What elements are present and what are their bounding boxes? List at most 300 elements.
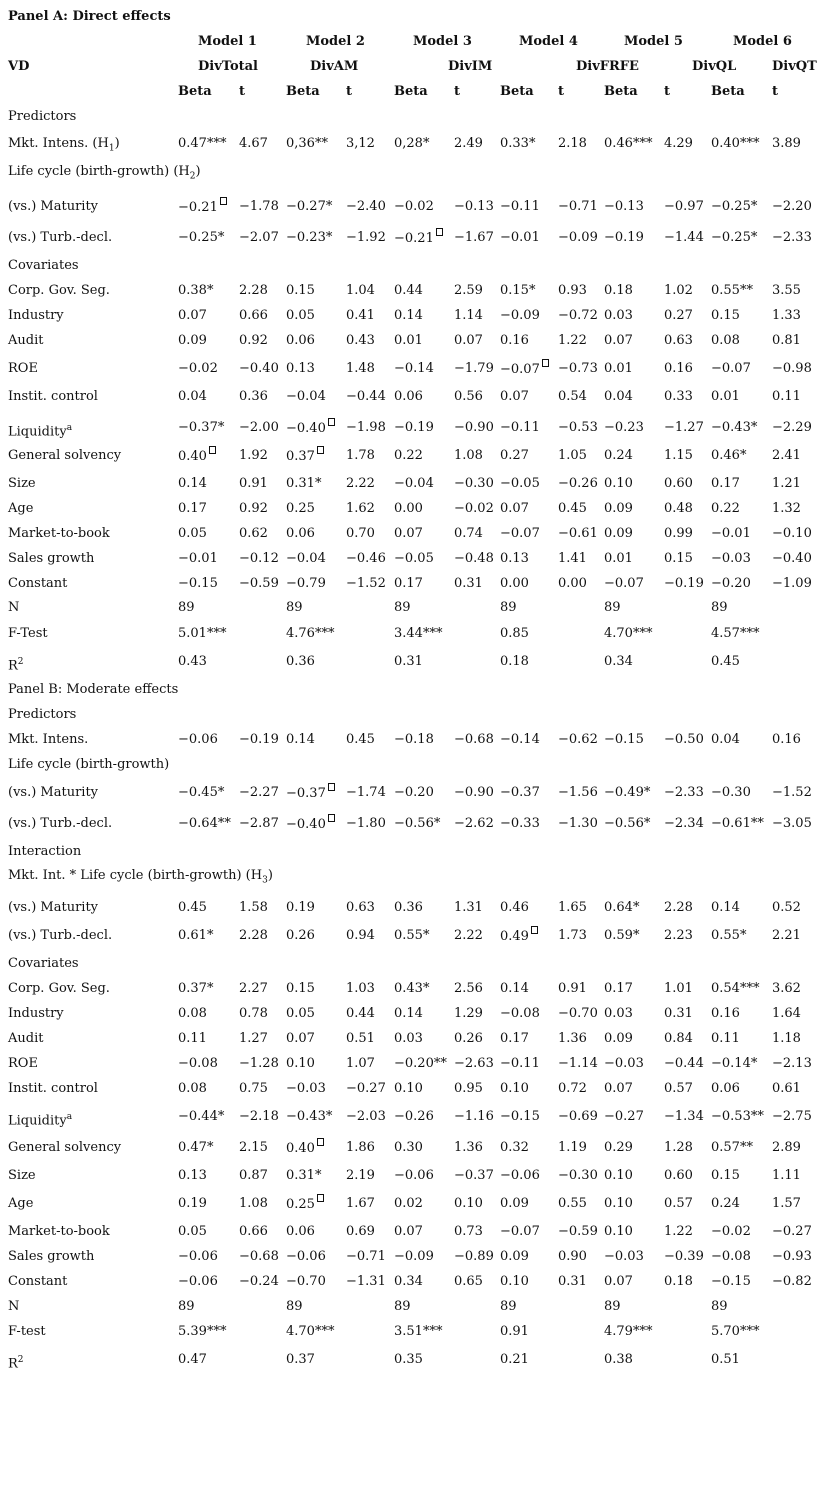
n-row	[0, 598, 827, 618]
label-text: Sales growth	[8, 1249, 95, 1264]
t-value: 4.67	[239, 136, 268, 151]
beta-value: −0.79	[286, 576, 326, 591]
beta-value: 0.06	[286, 333, 315, 348]
covariate-row	[0, 1004, 827, 1024]
beta-value: −0.11	[500, 199, 540, 214]
t-value: −1.14	[558, 1056, 598, 1071]
beta-value: −0.06	[178, 1249, 218, 1264]
t-value: −1.31	[346, 1274, 386, 1289]
beta-value: 0.10	[604, 1196, 633, 1211]
beta-value: 0.16	[500, 333, 529, 348]
t-value: −0.39	[664, 1249, 704, 1264]
vd-label: VD	[8, 59, 30, 74]
t-value: −0.19	[664, 576, 704, 591]
t-value: 0.61	[772, 1081, 801, 1096]
beta-value: 0.16	[711, 1006, 740, 1021]
t-value: 0.69	[346, 1224, 375, 1239]
covariate-row	[0, 281, 827, 301]
beta-value: 0.06	[286, 1224, 315, 1239]
interaction-maturity-row	[0, 898, 827, 918]
beta-value: 0,28*	[394, 136, 430, 151]
life-cycle-heading-text: Life cycle (birth-growth)	[8, 757, 170, 772]
t-value: −0.68	[239, 1249, 279, 1264]
t-value: 1.03	[346, 981, 375, 996]
t-value: −2.33	[664, 785, 704, 800]
superscript: 2	[17, 1355, 24, 1365]
t-value: −2.33	[772, 230, 812, 245]
t-value: −1.56	[558, 785, 598, 800]
t-value: −2.40	[346, 199, 386, 214]
t-value: −1.78	[239, 199, 279, 214]
beta-value: −0.56*	[604, 816, 651, 831]
t-value: −2.34	[664, 816, 704, 831]
label-end: )	[267, 868, 273, 883]
label-text: N	[8, 600, 20, 615]
t-value: −0.68	[454, 732, 494, 747]
t-value: 1.29	[454, 1006, 483, 1021]
summary-value: 4.79***	[604, 1324, 653, 1339]
interaction-turb-decl-row	[0, 926, 827, 946]
beta-value: 0.31*	[286, 476, 322, 491]
beta-value: −0.02	[394, 199, 434, 214]
beta-value: 0.38*	[178, 283, 214, 298]
t-value: 0.57	[664, 1196, 693, 1211]
t-value: −1.16	[454, 1109, 494, 1124]
beta-value: 0.19	[178, 1196, 207, 1211]
beta-value: 0.10	[500, 1274, 529, 1289]
interaction-heading	[0, 842, 827, 862]
t-value: −0.02	[454, 501, 494, 516]
beta-value: 0.10	[604, 476, 633, 491]
t-value: −1.52	[772, 785, 812, 800]
t-value: 3.89	[772, 136, 801, 151]
covariate-row	[0, 1272, 827, 1292]
maturity-row	[0, 197, 827, 217]
beta-value: −0.14	[500, 732, 540, 747]
summary-value: 89	[711, 600, 728, 615]
t-value: 0.74	[454, 526, 483, 541]
row-label	[8, 979, 110, 999]
beta-value: 0.09	[178, 333, 207, 348]
beta-value: 0.30	[394, 1140, 423, 1155]
row-label	[8, 1194, 33, 1214]
beta-value: −0.02	[711, 1224, 751, 1239]
t-value: −1.98	[346, 420, 386, 435]
beta-value: 0.10	[604, 1224, 633, 1239]
t-value: 0.44	[346, 1006, 375, 1021]
summary-value: 4.70***	[286, 1324, 335, 1339]
significance-square-icon	[328, 783, 335, 791]
beta-value: 0.46*	[711, 448, 747, 463]
covariate-row	[0, 1138, 827, 1158]
beta-value: 0.04	[178, 389, 207, 404]
summary-value: 89	[178, 600, 195, 615]
mkt-intens-row	[0, 730, 827, 750]
beta-value: 0.07	[604, 1274, 633, 1289]
beta-value: 0.07	[500, 501, 529, 516]
t-value: 2.18	[558, 136, 587, 151]
beta-value: 0.00	[394, 501, 423, 516]
row-label	[8, 228, 112, 248]
beta-value: 0.11	[178, 1031, 207, 1046]
label-text: Life cycle (birth-growth) (H	[8, 164, 190, 179]
row-label	[8, 306, 64, 326]
t-value: 1.86	[346, 1140, 375, 1155]
t-value: 1.15	[664, 448, 693, 463]
beta-value: 0.44	[394, 283, 423, 298]
t-header: t	[772, 84, 779, 99]
beta-value: 0.40	[178, 446, 216, 467]
row-label	[8, 1107, 72, 1131]
t-value: −0.70	[558, 1006, 598, 1021]
beta-value: 0.15	[711, 308, 740, 323]
summary-value: 0.51	[711, 1352, 740, 1367]
t-value: 0.78	[239, 1006, 268, 1021]
beta-value: −0.05	[394, 551, 434, 566]
beta-value: −0.49*	[604, 785, 651, 800]
t-value: 1.02	[664, 283, 693, 298]
models-header	[0, 32, 827, 52]
t-value: −0.44	[664, 1056, 704, 1071]
t-value: −0.90	[454, 785, 494, 800]
beta-value: −0.13	[604, 199, 644, 214]
beta-value: 0.01	[604, 361, 633, 376]
t-value: 2.56	[454, 981, 483, 996]
row-label	[8, 1166, 36, 1186]
t-value: 2.15	[239, 1140, 268, 1155]
t-value: 0.10	[454, 1196, 483, 1211]
t-value: 1.65	[558, 900, 587, 915]
t-value: 0.66	[239, 308, 268, 323]
label-text: R	[8, 658, 18, 674]
beta-value: −0.27	[604, 1109, 644, 1124]
significance-square-icon	[317, 446, 324, 454]
beta-value: 0.25	[286, 501, 315, 516]
beta-value: 0.27	[500, 448, 529, 463]
t-value: 0.27	[664, 308, 693, 323]
label-text: Size	[8, 476, 36, 491]
t-value: 0.75	[239, 1081, 268, 1096]
superscript: 2	[17, 657, 24, 667]
label-text: Mkt. Intens. (H	[8, 136, 109, 151]
covariate-row	[0, 1222, 827, 1242]
label-text: Mkt. Intens.	[8, 732, 89, 747]
t-value: 0.56	[454, 389, 483, 404]
beta-value: 0.55*	[394, 928, 430, 943]
beta-value: 0.14	[500, 981, 529, 996]
label-text: Sales growth	[8, 551, 95, 566]
label-text: Constant	[8, 576, 68, 591]
t-value: 2.89	[772, 1140, 801, 1155]
panel-a-title	[0, 7, 827, 27]
mkt-intens-row	[0, 134, 827, 154]
beta-value: 0.09	[604, 1031, 633, 1046]
t-value: 1.32	[772, 501, 801, 516]
summary-value: 0.31	[394, 654, 423, 669]
beta-value: 0.10	[286, 1056, 315, 1071]
row-label	[8, 730, 88, 750]
t-value: 1.31	[454, 900, 483, 915]
t-value: −0.10	[772, 526, 812, 541]
covariates-heading-text: Covariates	[8, 956, 79, 971]
beta-value: −0.03	[286, 1081, 326, 1096]
beta-value: −0.18	[394, 732, 434, 747]
beta-value: 0.11	[711, 1031, 740, 1046]
row-label	[8, 1029, 43, 1049]
beta-value: −0.23*	[286, 230, 333, 245]
t-value: 0.90	[558, 1249, 587, 1264]
model-label: Model 6	[733, 34, 792, 49]
row-label	[8, 359, 38, 379]
row-label	[8, 1247, 94, 1267]
covariate-row	[0, 331, 827, 351]
beta-value: 0.09	[604, 501, 633, 516]
t-value: 0.73	[454, 1224, 483, 1239]
covariates-heading-text: Covariates	[8, 258, 79, 273]
covariate-row	[0, 446, 827, 466]
covariate-row	[0, 499, 827, 519]
t-value: 0.11	[772, 389, 801, 404]
turb-decl-row	[0, 228, 827, 248]
beta-value: 0.06	[286, 526, 315, 541]
beta-value: −0.06	[178, 1274, 218, 1289]
t-value: 0.36	[239, 389, 268, 404]
t-value: 1.22	[558, 333, 587, 348]
beta-value: −0.26	[394, 1109, 434, 1124]
t-value: 0.51	[346, 1031, 375, 1046]
beta-t-header	[0, 82, 827, 102]
label-text: General solvency	[8, 448, 122, 463]
beta-value: 0.36	[394, 900, 423, 915]
row-label	[8, 499, 33, 519]
label-end: )	[114, 136, 120, 151]
t-value: 2.28	[239, 928, 268, 943]
t-value: 0.84	[664, 1031, 693, 1046]
summary-value: 0.47	[178, 1352, 207, 1367]
r-squared-row	[0, 1350, 827, 1370]
t-value: 1.73	[558, 928, 587, 943]
t-value: −0.82	[772, 1274, 812, 1289]
beta-value: 0.10	[500, 1081, 529, 1096]
summary-value: 5.70***	[711, 1324, 760, 1339]
beta-value: 0.05	[178, 526, 207, 541]
label-end: )	[195, 164, 201, 179]
beta-value: −0.15	[500, 1109, 540, 1124]
beta-value: 0.01	[604, 551, 633, 566]
beta-value: 0.55*	[711, 928, 747, 943]
summary-value: 3.44***	[394, 626, 443, 641]
beta-value: 0.15	[711, 1168, 740, 1183]
t-value: 0.52	[772, 900, 801, 915]
summary-value: 5.01***	[178, 626, 227, 641]
t-value: −1.80	[346, 816, 386, 831]
vd-header	[0, 57, 827, 77]
beta-value: 0.07	[394, 1224, 423, 1239]
beta-value: −0.21	[394, 228, 443, 249]
t-value: 1.41	[558, 551, 587, 566]
t-value: 1.07	[346, 1056, 375, 1071]
t-value: 0.63	[664, 333, 693, 348]
beta-value: 0.29	[604, 1140, 633, 1155]
covariate-row	[0, 979, 827, 999]
t-value: 1.22	[664, 1224, 693, 1239]
f-test-row	[0, 624, 827, 644]
beta-value: −0.07	[500, 1224, 540, 1239]
t-value: 0.31	[558, 1274, 587, 1289]
panel-a-title-text: Panel A: Direct effects	[8, 9, 171, 24]
t-value: 0.26	[454, 1031, 483, 1046]
beta-value: 0.04	[604, 389, 633, 404]
superscript: a	[66, 1112, 73, 1122]
row-label	[8, 162, 201, 187]
beta-value: −0.30	[711, 785, 751, 800]
beta-value: −0.19	[604, 230, 644, 245]
t-value: 0.92	[239, 501, 268, 516]
row-label	[8, 446, 121, 466]
beta-value: −0.03	[711, 551, 751, 566]
beta-value: 0.14	[286, 732, 315, 747]
label-text: Age	[8, 501, 34, 516]
beta-value: −0.25*	[178, 230, 225, 245]
t-value: −0.12	[239, 551, 279, 566]
beta-value: −0.15	[604, 732, 644, 747]
t-value: −0.69	[558, 1109, 598, 1124]
label-text: General solvency	[8, 1140, 122, 1155]
t-value: 1.19	[558, 1140, 587, 1155]
beta-value: 0.13	[178, 1168, 207, 1183]
beta-value: −0.06	[178, 732, 218, 747]
beta-value: −0.01	[178, 551, 218, 566]
t-value: 0.62	[239, 526, 268, 541]
beta-value: −0.20	[394, 785, 434, 800]
t-value: 1.48	[346, 361, 375, 376]
label-text: Audit	[8, 333, 44, 348]
row-label	[8, 524, 110, 544]
beta-value: 0.18	[604, 283, 633, 298]
beta-value: 0.13	[500, 551, 529, 566]
row-label	[8, 1054, 38, 1074]
beta-value: −0.02	[178, 361, 218, 376]
dependent-variable: DivAM	[310, 59, 359, 74]
beta-value: 0.14	[394, 1006, 423, 1021]
beta-value: −0.03	[604, 1249, 644, 1264]
label-text: ROE	[8, 361, 38, 376]
t-value: 1.64	[772, 1006, 801, 1021]
beta-value: 0.47*	[178, 1140, 214, 1155]
t-value: −0.71	[558, 199, 598, 214]
beta-value: −0.40	[286, 418, 335, 439]
beta-header: Beta	[178, 84, 212, 99]
row-label	[8, 197, 98, 217]
t-value: −1.28	[239, 1056, 279, 1071]
row-label	[8, 134, 120, 159]
covariate-row	[0, 1247, 827, 1267]
t-value: 2.19	[346, 1168, 375, 1183]
t-value: −1.34	[664, 1109, 704, 1124]
covariate-row	[0, 1166, 827, 1186]
t-value: 0.72	[558, 1081, 587, 1096]
interaction-subheading	[0, 866, 827, 886]
t-value: −1.79	[454, 361, 494, 376]
t-value: 1.27	[239, 1031, 268, 1046]
covariate-row	[0, 1029, 827, 1049]
t-value: 0.54	[558, 389, 587, 404]
t-value: −2.20	[772, 199, 812, 214]
beta-value: 0.03	[604, 308, 633, 323]
t-value: −1.09	[772, 576, 812, 591]
predictors-heading	[0, 705, 827, 725]
t-value: −2.62	[454, 816, 494, 831]
beta-value: 0.04	[711, 732, 740, 747]
beta-value: 0.03	[394, 1031, 423, 1046]
t-value: 2.59	[454, 283, 483, 298]
t-value: 0.99	[664, 526, 693, 541]
t-value: 0.16	[772, 732, 801, 747]
label-text: (vs.) Turb.-decl.	[8, 928, 113, 943]
beta-value: 0.31*	[286, 1168, 322, 1183]
beta-value: 0.26	[286, 928, 315, 943]
beta-value: 0.46***	[604, 136, 653, 151]
t-value: 0.60	[664, 476, 693, 491]
significance-square-icon	[209, 446, 216, 454]
t-value: 1.05	[558, 448, 587, 463]
t-value: 3.55	[772, 283, 801, 298]
subscript: 3	[262, 875, 268, 886]
label-text: Instit. control	[8, 1081, 98, 1096]
row-label	[8, 1138, 121, 1158]
row-label	[8, 1079, 98, 1099]
beta-value: 0.10	[394, 1081, 423, 1096]
t-value: −0.46	[346, 551, 386, 566]
beta-value: 0.24	[604, 448, 633, 463]
t-value: −0.72	[558, 308, 598, 323]
beta-value: 0.40***	[711, 136, 760, 151]
t-value: 0.92	[239, 333, 268, 348]
t-value: −0.93	[772, 1249, 812, 1264]
t-value: −0.53	[558, 420, 598, 435]
t-value: 0.81	[772, 333, 801, 348]
significance-square-icon	[436, 228, 443, 236]
significance-square-icon	[220, 197, 227, 205]
t-header: t	[239, 84, 246, 99]
beta-value: 0.03	[604, 1006, 633, 1021]
t-value: −2.27	[239, 785, 279, 800]
t-value: −2.63	[454, 1056, 494, 1071]
beta-value: 0.64*	[604, 900, 640, 915]
label-text: Industry	[8, 1006, 64, 1021]
model-label: Model 1	[198, 34, 257, 49]
t-value: 1.92	[239, 448, 268, 463]
label-text: Corp. Gov. Seg.	[8, 981, 110, 996]
beta-header: Beta	[604, 84, 638, 99]
t-value: 3.62	[772, 981, 801, 996]
t-value: 0.60	[664, 1168, 693, 1183]
beta-value: 0.17	[178, 501, 207, 516]
beta-value: 0.06	[394, 389, 423, 404]
beta-value: 0.05	[286, 308, 315, 323]
covariate-row	[0, 1054, 827, 1074]
beta-value: −0.07	[500, 359, 549, 380]
dependent-variable: DivQL	[692, 59, 737, 74]
t-value: −0.26	[558, 476, 598, 491]
significance-square-icon	[317, 1138, 324, 1146]
t-value: −0.71	[346, 1249, 386, 1264]
beta-value: −0.08	[178, 1056, 218, 1071]
t-value: −2.03	[346, 1109, 386, 1124]
t-value: 0.31	[664, 1006, 693, 1021]
t-value: −0.90	[454, 420, 494, 435]
t-value: 0.65	[454, 1274, 483, 1289]
